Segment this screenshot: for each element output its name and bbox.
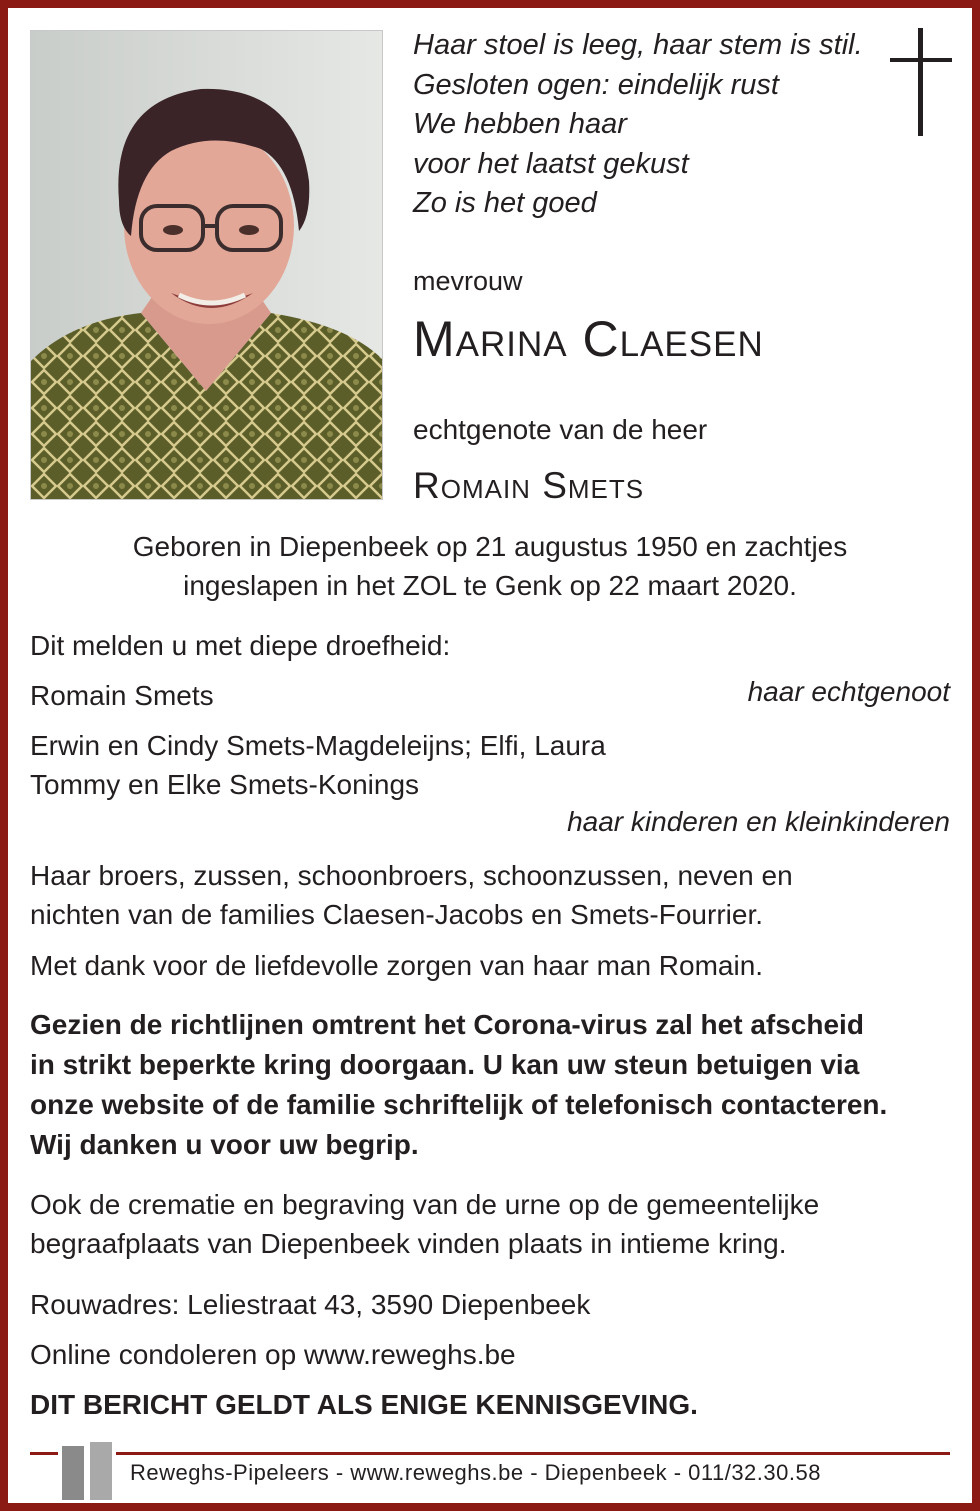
family-husband-role: haar echtgenoot (747, 676, 950, 707)
footer-contact: Reweghs-Pipeleers - www.reweghs.be - Diepenbeek - 011/32.30.58 (130, 1460, 821, 1485)
footer-divider (30, 1452, 950, 1455)
poem-line: We hebben haar (413, 108, 627, 140)
deceased-name: Marina Claesen (413, 311, 764, 367)
frame-top (0, 0, 980, 8)
family-children-line: Tommy en Elke Smets-Konings (30, 769, 420, 800)
poem (413, 26, 863, 224)
corona-line: Gezien de richtlijnen omtrent het Corona-virus zal het afscheid (30, 1009, 864, 1040)
thanks-text: Met dank voor de liefdevolle zorgen van haar man Romain. (30, 950, 764, 981)
cremation-line: begraafplaats van Diepenbeek vinden plaats in intieme kring. (30, 1228, 787, 1259)
corona-line: Wij danken u voor uw begrip. (30, 1129, 419, 1160)
corona-line: in strikt beperkte kring doorgaan. U kan uw steun betuigen via (30, 1049, 860, 1080)
frame-bottom (0, 1503, 980, 1511)
family-relatives-line: nichten van de families Claesen-Jacobs en Smets-Fourrier. (30, 899, 764, 930)
family-husband: Romain Smets (30, 680, 214, 711)
poem-line: Gesloten ogen: eindelijk rust (413, 68, 779, 101)
poem-line: voor het laatst gekust (413, 147, 689, 180)
notice-text: DIT BERICHT GELDT ALS ENIGE KENNISGEVING. (30, 1389, 698, 1420)
announcement: Dit melden u met diepe droefheid: (30, 630, 451, 661)
frame-left (0, 0, 8, 1511)
funeral-home-logo-icon (58, 1442, 116, 1502)
portrait-photo (30, 30, 383, 500)
frame-right (972, 0, 980, 1511)
mourning-address: Rouwadres: Leliestraat 43, 3590 Diepenbeek (30, 1289, 591, 1320)
online-condolences: Online condoleren op www.reweghs.be (30, 1339, 516, 1370)
cremation-line: Ook de crematie en begraving van de urne op de gemeentelijke (30, 1189, 820, 1220)
poem-line: Zo is het goed (413, 187, 597, 219)
family-children-role: haar kinderen en kleinkinderen (567, 806, 950, 837)
deceased-prefix: mevrouw (413, 266, 523, 296)
family-children-line: Erwin en Cindy Smets-Magdeleijns; Elfi, Laura (30, 730, 606, 761)
born-line: ingeslapen in het ZOL te Genk op 22 maart 2020. (183, 570, 797, 601)
corona-line: onze website of de familie schriftelijk of telefonisch contacteren. (30, 1089, 888, 1120)
birth-death-info (30, 527, 950, 605)
spouse-prefix: echtgenote van de heer (413, 414, 708, 445)
family-relatives-line: Haar broers, zussen, schoonbroers, schoonzussen, neven en (30, 860, 793, 891)
spouse-name: Romain Smets (413, 465, 645, 506)
cross-icon (890, 28, 952, 136)
poem-line: Haar stoel is leeg, haar stem is stil. (413, 29, 863, 61)
born-line: Geboren in Diepenbeek op 21 augustus 1950 en zachtjes (132, 531, 848, 562)
